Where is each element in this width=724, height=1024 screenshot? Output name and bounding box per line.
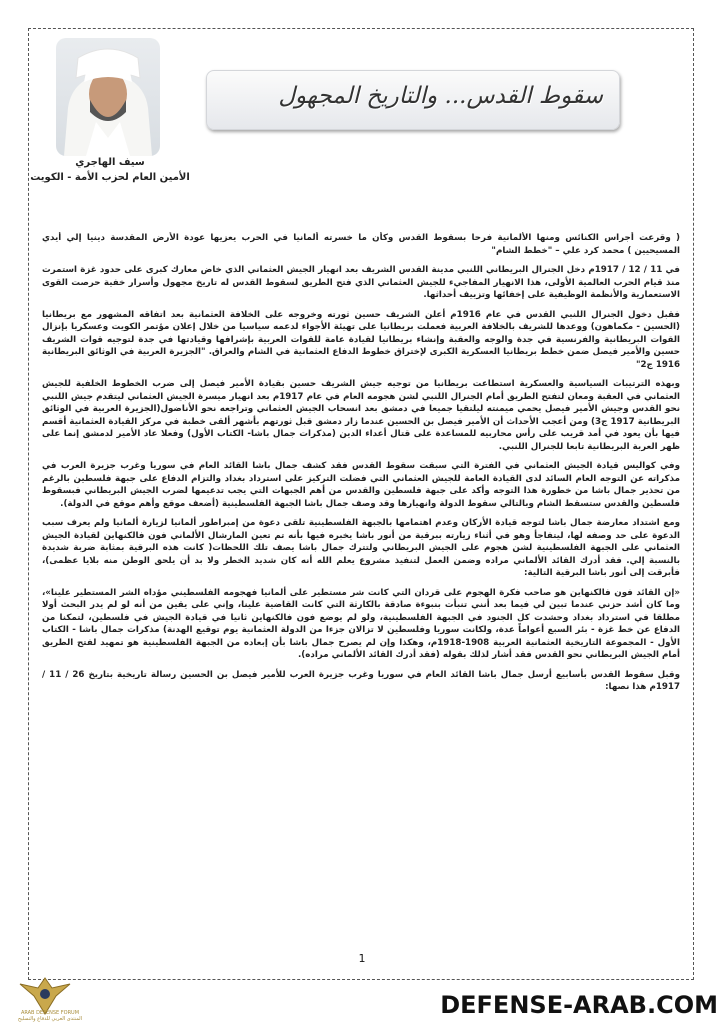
paragraph: وفي كواليس قيادة الجيش العثماني في الفترة التي سبقت سقوط القدس فقد كشف جمال باشا القائد العام في سوريا وغرب جزيرة العرب في مذكراته عن التوجه العام السائد لدى القيادة العامة للجيش العثماني التي فضلت التركيز على استرداد بغداد والتزام الدفاع على جبهة فلسطين بالرغم من تحذير جمال باشا من خطورة هذا التوجه وأكد على جبهة فلسطين والقدس من أهم الجبهات التي يجب تدعيمها لضرب الجيش البريطاني فبسقوط فلسطين والقدس ستسقط الشام وبالتالي سقوط الدولة وانهيارها وقد وصف جمال باشا الجبهة الفلسطينية (أضعف موقع وأهم موقع في الدولة). — [42, 461, 680, 509]
author-role: الأمين العام لحزب الأمة - الكويت — [30, 172, 190, 183]
watermark-site: DEFENSE-ARAB.COM — [440, 991, 718, 1019]
author-photo — [56, 38, 160, 156]
author-name: سيف الهاجري — [75, 157, 145, 168]
title-banner — [206, 70, 620, 130]
article-body — [42, 232, 680, 936]
paragraph: وبهذه الترتيبات السياسية والعسكرية استطاعت بريطانيا من توجيه جيش الشريف حسين بقيادة الأمير فيصل إلى ضرب الخطوط الخلفية للجيش العثماني في العقبة ومعان لتفتح الطريق أمام الجنرال اللنبي لشن هجومه العام في عام 1917م بعد انهيار ميسرة الجيش العثماني ليتقدم جيش اللنبي نحو القدس وجيش الأمير فيصل يحمي ميمنته ليلتقيا جميعا في دمشق بعد انسحاب الجيش العثماني وتراجعه نحو الأناضول(الجزيرة العربية في الوثائق البريطانية 1917 ج3) ومن أعجب الأحداث أن الأمير فيصل بن الحسين عندما زار دمشق قبل ثورتهم بأشهر ألقى خطبة في مركز القيادة العثمانية أقسم فيها بأن يعود في أمد قريب على رأس محاربيه للمساعدة على قتال أعداء الدين (مذكرات جمال باشا- الكتاب الأول) وفعلا عاد الأمير لدمشق إنما على ظهر العربة البريطانية تابعا للجنرال اللنبي. — [42, 379, 680, 452]
forum-name-ar: المنتدى العربي للدفاع والتسليح — [17, 1016, 83, 1022]
paragraph: فقبل دخول الجنرال اللنبي القدس في عام 1916م أعلن الشريف حسين ثورته وخروجه على الخلافة العثمانية بعد اتفاقه المشهور مع بريطانيا (الحسين - مكماهون) ووعدها للشريف بالخلافة العربية فعملت بريطانيا على تهيئة الأجواء لدعمه سياسيا من خلال إعلان مؤتمر الكويت وعسكريا بإنزال القوات البريطانية والفرنسية في جدة والوجه والعقبة وإنشاء بريطانيا لقيادة عامة للقوات العربية بإشرافها وقيادتها في جدة لتوجيه قوات الشريف حسين والأمير فيصل ضمن خطط بريطانيا العسكرية الكبرى لإختراق خطوط الدفاع العثمانية في الشام والعراق. "الجزيرة العربية في الوثائق البريطانية 1916 ج2" — [42, 309, 680, 370]
paragraph: وقبل سقوط القدس بأسابيع أرسل جمال باشا القائد العام في سوريا وغرب جزيرة العرب للأمير فيصل بن الحسين رسالة تاريخية بتاريخ 26 / 11 / 1917م هذا نصها: — [42, 669, 680, 692]
paragraph: في 11 / 12 / 1917م دخل الجنرال البريطاني اللنبي مدينة القدس الشريف بعد انهيار الجيش العثماني الذي خاض معارك كبرى على حدود غزة استمرت منذ قيام الحرب العالمية الأولى، هذا الانهيار المفاجيء للجيش العثماني الذي فتح الطريق لسقوط القدس له تاريخ مجهول وأسرار خفية حرصت القوى الاستعمارية والأنظمة الوظيفية على إخفائها وتزييف أحداثها. — [42, 265, 680, 300]
article-title: سقوط القدس... والتاريخ المجهول — [278, 83, 603, 109]
page-number: 1 — [358, 952, 366, 965]
forum-name — [10, 1010, 90, 1022]
paragraph: «إن القائد فون فالكنهاين هو صاحب فكرة الهجوم على قردان التي كانت شر مستطير على ألمانيا فهجومه الفلسطيني مؤداه الشر المستطير علينا»، وما كان أشد حزني عندما تبين لي فيما بعد أنني تنبأت بنبوءة صادقة بالكارثة التي كانت القاضية علينا، وإني على يقين من أنه لو لم يدر البحث أولا مطلقا في استرداد بغداد وحشدت كل الجنود في الجبهة الفلسطينية، ولو لم يوضع فون فالكنهاين ثانيا في قيادة الجيش في فلسطين، لتمكنا من الدفاع عن خط غزة - بئر السبع أعواماً عدة، ولكانت سوريا وفلسطين لا تزالان جزءا من الدولة العثمانية يوم توقيع الهدنة) مذكرات جمال باشا - الكتاب الأول - المجموعة التاريخية العثمانية العربية 1908-1918م، وهكذا وإن لم يصرح جمال باشا بأن إبعاده من الجبهة الفلسطينية هو تمهيد لفتح الطريق أمام الجيش البريطاني نحو القدس فقد أشار لذلك بقوله (فقد أدرك القائد الألماني مراده). — [42, 587, 680, 660]
forum-name-en: ARAB DEFENSE FORUM — [20, 1010, 80, 1016]
paragraph: ( وقرعت أجراس الكنائس ومنها الألمانية فرحا بسقوط القدس وكأن ما خسرته ألمانيا في الحرب يعزيها عودة الأرض المقدسة دينيا إلي أيدي المسيحيين ) محمد كرد علي – "خطط الشام" — [42, 233, 680, 256]
paragraph: ومع اشتداد معارضة جمال باشا لتوجه قيادة الأركان وعدم اهتمامها بالجبهة الفلسطينية تلقى دعوة من إمبراطور ألمانيا لزيارة ألمانيا ولم يعرف سبب الدعوة على حد وصفه لها، ليتفاجأ وهو في أثناء زيارته ببرقية من أنور باشا يخبره فيها بأنه تم تعين المارشال الألماني فون فالكنهاين لقيادة الجيش العثماني على الجبهة الفلسطينية لشن هجوم على الجيش البريطاني ولتترك جمال باشا يصف تلك اللحظات( كانت هذه البرقية بمثابة ضربة شديدة بالنسبة إلي. فقد أدرك القائد الألماني مراده وضمن العمل لتنفيذ مشروع يعلم الله أنه كان شديد الخطر ولا بد أن يلحق الوطن منه بلايا عظمى)، فأبرقت إلى أنور باشا البرقية التالية: — [42, 518, 680, 578]
